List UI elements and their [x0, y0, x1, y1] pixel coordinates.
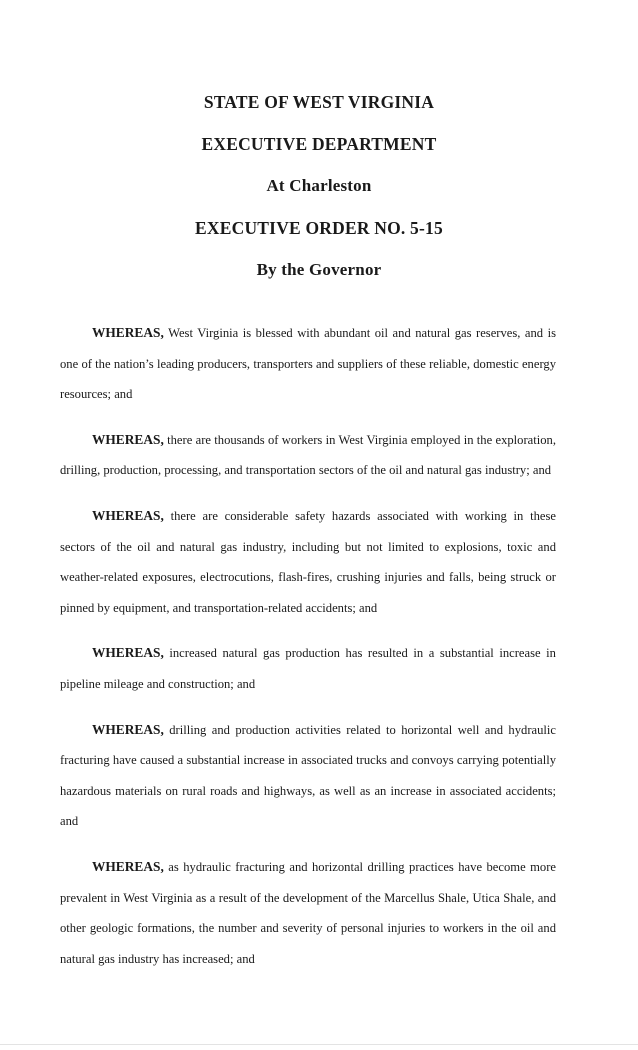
state-title: STATE OF WEST VIRGINIA [203, 92, 435, 112]
whereas-keyword: WHEREAS, [92, 325, 164, 340]
paragraph-text: West Virginia is blessed with abundant oil and natural gas reserves, and is one of the nation’s leading producers, transporters and suppliers of these reliable, domestic energy resources; and [60, 326, 556, 402]
whereas-keyword: WHEREAS, [92, 431, 164, 447]
order-number: EXECUTIVE ORDER NO. 5-15 [195, 218, 443, 238]
paragraph-text: as hydraulic fracturing and horizontal drilling practices have become more prevalent in West Virginia as a result of the development of the Marcellus Shale, Utica Shale, and other geologic formations, the number and severity of personal injuries to workers in the oil and natural gas industry has increased; and [60, 859, 556, 966]
whereas-paragraph-1 [60, 318, 556, 410]
whereas-keyword: WHEREAS, [92, 507, 164, 523]
whereas-paragraph-5 [60, 715, 556, 837]
by-the-governor: By the Governor [256, 260, 382, 279]
whereas-paragraph-6 [60, 852, 556, 974]
paragraph-text: there are considerable safety hazards associated with working in these sectors of the oil and natural gas industry, including but not limited to explosions, toxic and weather-related exposures, electrocutions, flash-fires, crushing injuries and falls, being struck or pinned by equipment, and transportation-related accidents; and [60, 508, 556, 615]
whereas-paragraph-3 [60, 501, 556, 623]
whereas-keyword: WHEREAS, [92, 645, 164, 661]
paragraph-text: there are thousands of workers in West Virginia employed in the exploration, drilling, production, processing, and transportation sectors of the oil and natural gas industry; and [60, 432, 556, 478]
whereas-paragraph-4 [60, 638, 556, 699]
document-heading [0, 88, 638, 298]
paragraph-text: increased natural gas production has resulted in a substantial increase in pipeline mileage and construction; and [60, 646, 556, 691]
paragraph-text: drilling and production activities related to horizontal well and hydraulic fracturing have caused a substantial increase in associated trucks and convoys carrying potentially hazardous materials on rural roads and highways, as well as an increase in associated accidents; and [60, 722, 556, 829]
whereas-keyword: WHEREAS, [92, 858, 164, 874]
document-body [60, 318, 556, 989]
location-line: At Charleston [266, 176, 372, 195]
whereas-paragraph-2 [60, 425, 556, 486]
page-edge-divider [0, 1044, 638, 1045]
department-title: EXECUTIVE DEPARTMENT [201, 134, 437, 154]
whereas-keyword: WHEREAS, [92, 721, 164, 737]
